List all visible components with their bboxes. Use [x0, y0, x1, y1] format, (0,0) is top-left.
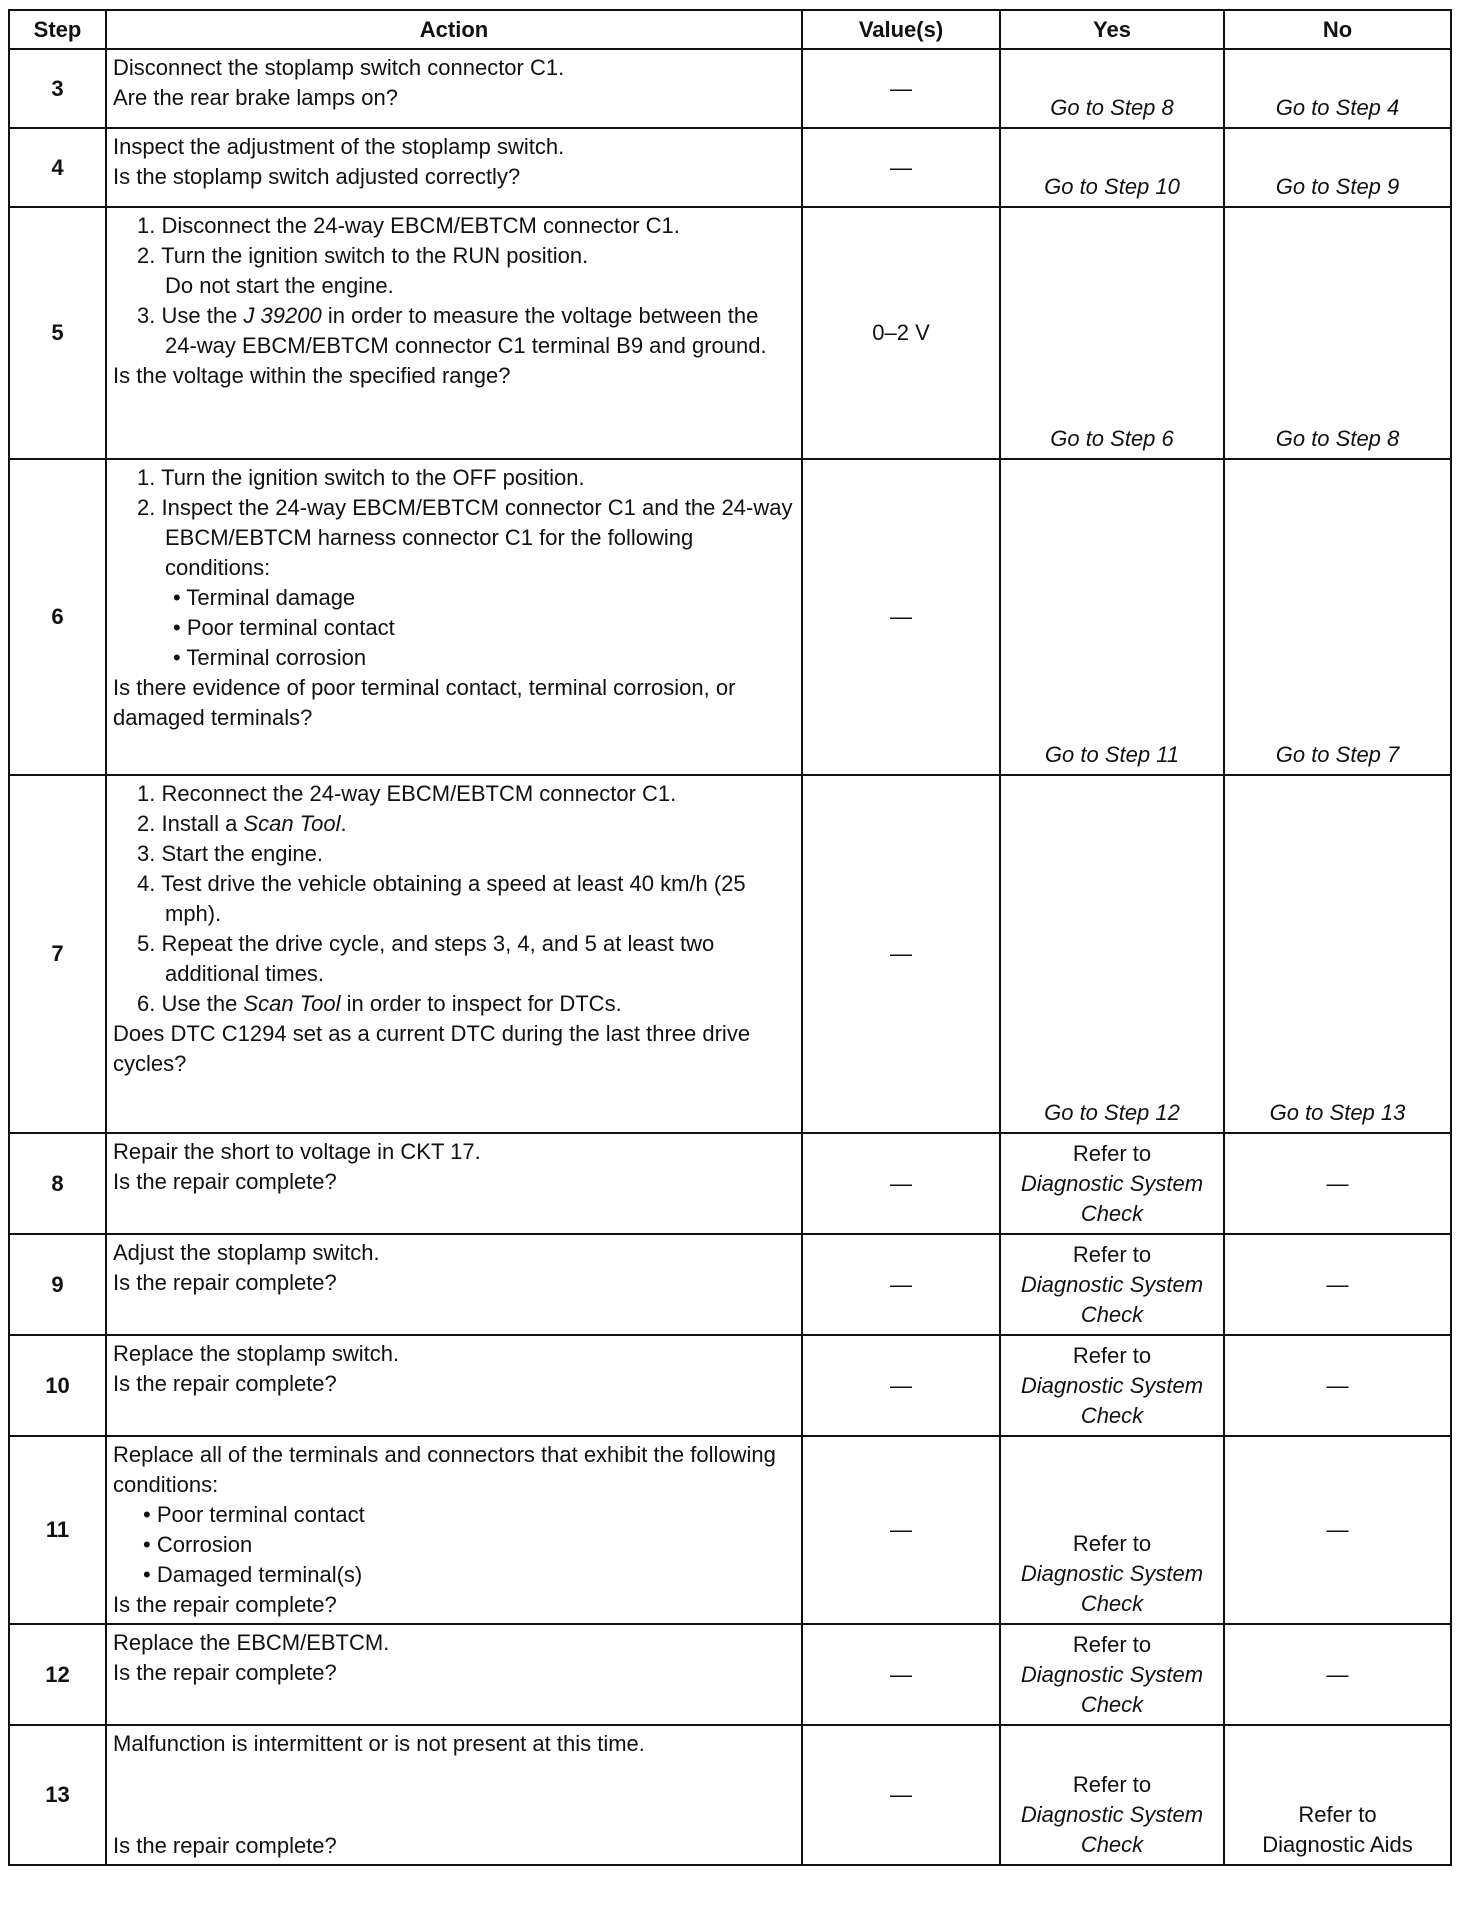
step-number: 5 [9, 207, 106, 459]
numbered-item: 1. Disconnect the 24-way EBCM/EBTCM connector C1. [137, 213, 680, 238]
step-number: 4 [9, 128, 106, 207]
bullet-item: • Terminal corrosion [173, 645, 367, 670]
step-number: 7 [9, 775, 106, 1133]
step-number: 8 [9, 1133, 106, 1234]
numbered-item: 3. Use the J 39200 in order to measure the voltage between the 24-way EBCM/EBTCM connector C1 terminal B9 and ground. [137, 303, 767, 358]
no-cell: Go to Step 7 [1224, 459, 1451, 775]
action-cell [106, 1436, 802, 1624]
bullet-item: • Poor terminal contact [143, 1502, 365, 1527]
action-cell [106, 207, 802, 459]
tool-name: J 39200 [243, 303, 322, 328]
no-cell: Go to Step 4 [1224, 49, 1451, 128]
table-row [9, 1335, 1451, 1436]
bullet-item: • Damaged terminal(s) [143, 1562, 363, 1587]
step-number: 10 [9, 1335, 106, 1436]
numbered-item: 4. Test drive the vehicle obtaining a speed at least 40 km/h (25 mph). [137, 871, 746, 926]
header-no: No [1224, 10, 1451, 49]
table-row [9, 128, 1451, 207]
action-cell [106, 459, 802, 775]
action-text: Inspect the adjustment of the stoplamp switch. [113, 134, 565, 159]
value-cell: — [802, 49, 1000, 128]
bullet-item: • Corrosion [143, 1532, 253, 1557]
step-number: 3 [9, 49, 106, 128]
value-cell: — [802, 1133, 1000, 1234]
yes-cell: Refer to Diagnostic System Check [1000, 1133, 1224, 1234]
header-action: Action [106, 10, 802, 49]
action-cell [106, 775, 802, 1133]
action-text: Repair the short to voltage in CKT 17. [113, 1139, 481, 1164]
bullet-item: • Poor terminal contact [173, 615, 395, 640]
action-cell [106, 1624, 802, 1725]
table-row [9, 1624, 1451, 1725]
no-cell: Go to Step 13 [1224, 775, 1451, 1133]
action-text: Disconnect the stoplamp switch connector C1. [113, 55, 565, 80]
yes-cell: Go to Step 12 [1000, 775, 1224, 1133]
bullet-item: • Terminal damage [173, 585, 356, 610]
header-yes: Yes [1000, 10, 1224, 49]
question-text: Is the voltage within the specified range? [113, 363, 511, 388]
action-text: Replace the EBCM/EBTCM. [113, 1630, 390, 1655]
tool-name: Scan Tool [243, 991, 341, 1016]
question-text: Is the stoplamp switch adjusted correctly? [113, 164, 521, 189]
question-text: Does DTC C1294 set as a current DTC during the last three drive cycles? [113, 1021, 751, 1076]
question-text: Is the repair complete? [113, 1660, 337, 1685]
no-cell: — [1224, 1335, 1451, 1436]
value-cell: — [802, 1436, 1000, 1624]
header-row [9, 10, 1451, 49]
question-text: Is the repair complete? [113, 1592, 337, 1617]
action-stack [113, 1729, 795, 1861]
yes-cell: Refer to Diagnostic System Check [1000, 1624, 1224, 1725]
action-text: Adjust the stoplamp switch. [113, 1240, 380, 1265]
no-cell: Refer to Diagnostic Aids [1224, 1725, 1451, 1865]
numbered-item: 1. Reconnect the 24-way EBCM/EBTCM connector C1. [137, 781, 677, 806]
value-cell: — [802, 1335, 1000, 1436]
table-row [9, 459, 1451, 775]
table-row [9, 1133, 1451, 1234]
value-cell: — [802, 459, 1000, 775]
numbered-item: 6. Use the Scan Tool in order to inspect for DTCs. [137, 991, 622, 1016]
value-cell: — [802, 128, 1000, 207]
diagnostic-table [8, 9, 1452, 1866]
action-cell [106, 49, 802, 128]
yes-cell: Refer to Diagnostic System Check [1000, 1234, 1224, 1335]
value-cell: — [802, 775, 1000, 1133]
action-text: Replace the stoplamp switch. [113, 1341, 400, 1366]
yes-cell: Refer to Diagnostic System Check [1000, 1436, 1224, 1624]
question-text: Is the repair complete? [113, 1169, 337, 1194]
numbered-item: 1. Turn the ignition switch to the OFF position. [137, 465, 585, 490]
no-cell: — [1224, 1234, 1451, 1335]
action-text: Replace all of the terminals and connectors that exhibit the following conditions: [113, 1442, 776, 1497]
action-cell [106, 1335, 802, 1436]
table-row [9, 49, 1451, 128]
question-text: Is the repair complete? [113, 1833, 337, 1858]
action-text: Malfunction is intermittent or is not present at this time. [113, 1731, 645, 1756]
yes-cell: Refer to Diagnostic System Check [1000, 1335, 1224, 1436]
table-row [9, 1234, 1451, 1335]
table-row [9, 1436, 1451, 1624]
numbered-item: 2. Install a Scan Tool. [137, 811, 347, 836]
table-row [9, 207, 1451, 459]
question-text: Is there evidence of poor terminal contact, terminal corrosion, or damaged terminals? [113, 675, 736, 730]
action-cell [106, 1133, 802, 1234]
no-cell: — [1224, 1624, 1451, 1725]
step-number: 9 [9, 1234, 106, 1335]
numbered-item: 5. Repeat the drive cycle, and steps 3, 4, and 5 at least two additional times. [137, 931, 715, 986]
no-cell: — [1224, 1133, 1451, 1234]
step-number: 12 [9, 1624, 106, 1725]
header-values: Value(s) [802, 10, 1000, 49]
yes-cell: Refer to Diagnostic System Check [1000, 1725, 1224, 1865]
value-cell: — [802, 1624, 1000, 1725]
action-cell [106, 128, 802, 207]
question-text: Is the repair complete? [113, 1371, 337, 1396]
tool-name: Scan Tool [243, 811, 341, 836]
numbered-item: 2. Turn the ignition switch to the RUN position. [137, 243, 589, 268]
yes-cell: Go to Step 6 [1000, 207, 1224, 459]
yes-cell: Go to Step 8 [1000, 49, 1224, 128]
yes-cell: Go to Step 11 [1000, 459, 1224, 775]
question-text: Are the rear brake lamps on? [113, 85, 398, 110]
value-cell: 0–2 V [802, 207, 1000, 459]
step-number: 11 [9, 1436, 106, 1624]
question-text: Is the repair complete? [113, 1270, 337, 1295]
no-cell: Go to Step 8 [1224, 207, 1451, 459]
no-cell: Go to Step 9 [1224, 128, 1451, 207]
value-cell: — [802, 1234, 1000, 1335]
no-cell: — [1224, 1436, 1451, 1624]
table-row [9, 1725, 1451, 1865]
yes-cell: Go to Step 10 [1000, 128, 1224, 207]
numbered-item: 2. Inspect the 24-way EBCM/EBTCM connector C1 and the 24-way EBCM/EBTCM harness connector C1 for the following conditions: [137, 495, 793, 580]
table-row [9, 775, 1451, 1133]
value-cell: — [802, 1725, 1000, 1865]
header-step: Step [9, 10, 106, 49]
numbered-item: 3. Start the engine. [137, 841, 323, 866]
step-number: 6 [9, 459, 106, 775]
numbered-item: Do not start the engine. [165, 273, 394, 298]
action-cell [106, 1725, 802, 1865]
action-cell [106, 1234, 802, 1335]
step-number: 13 [9, 1725, 106, 1865]
